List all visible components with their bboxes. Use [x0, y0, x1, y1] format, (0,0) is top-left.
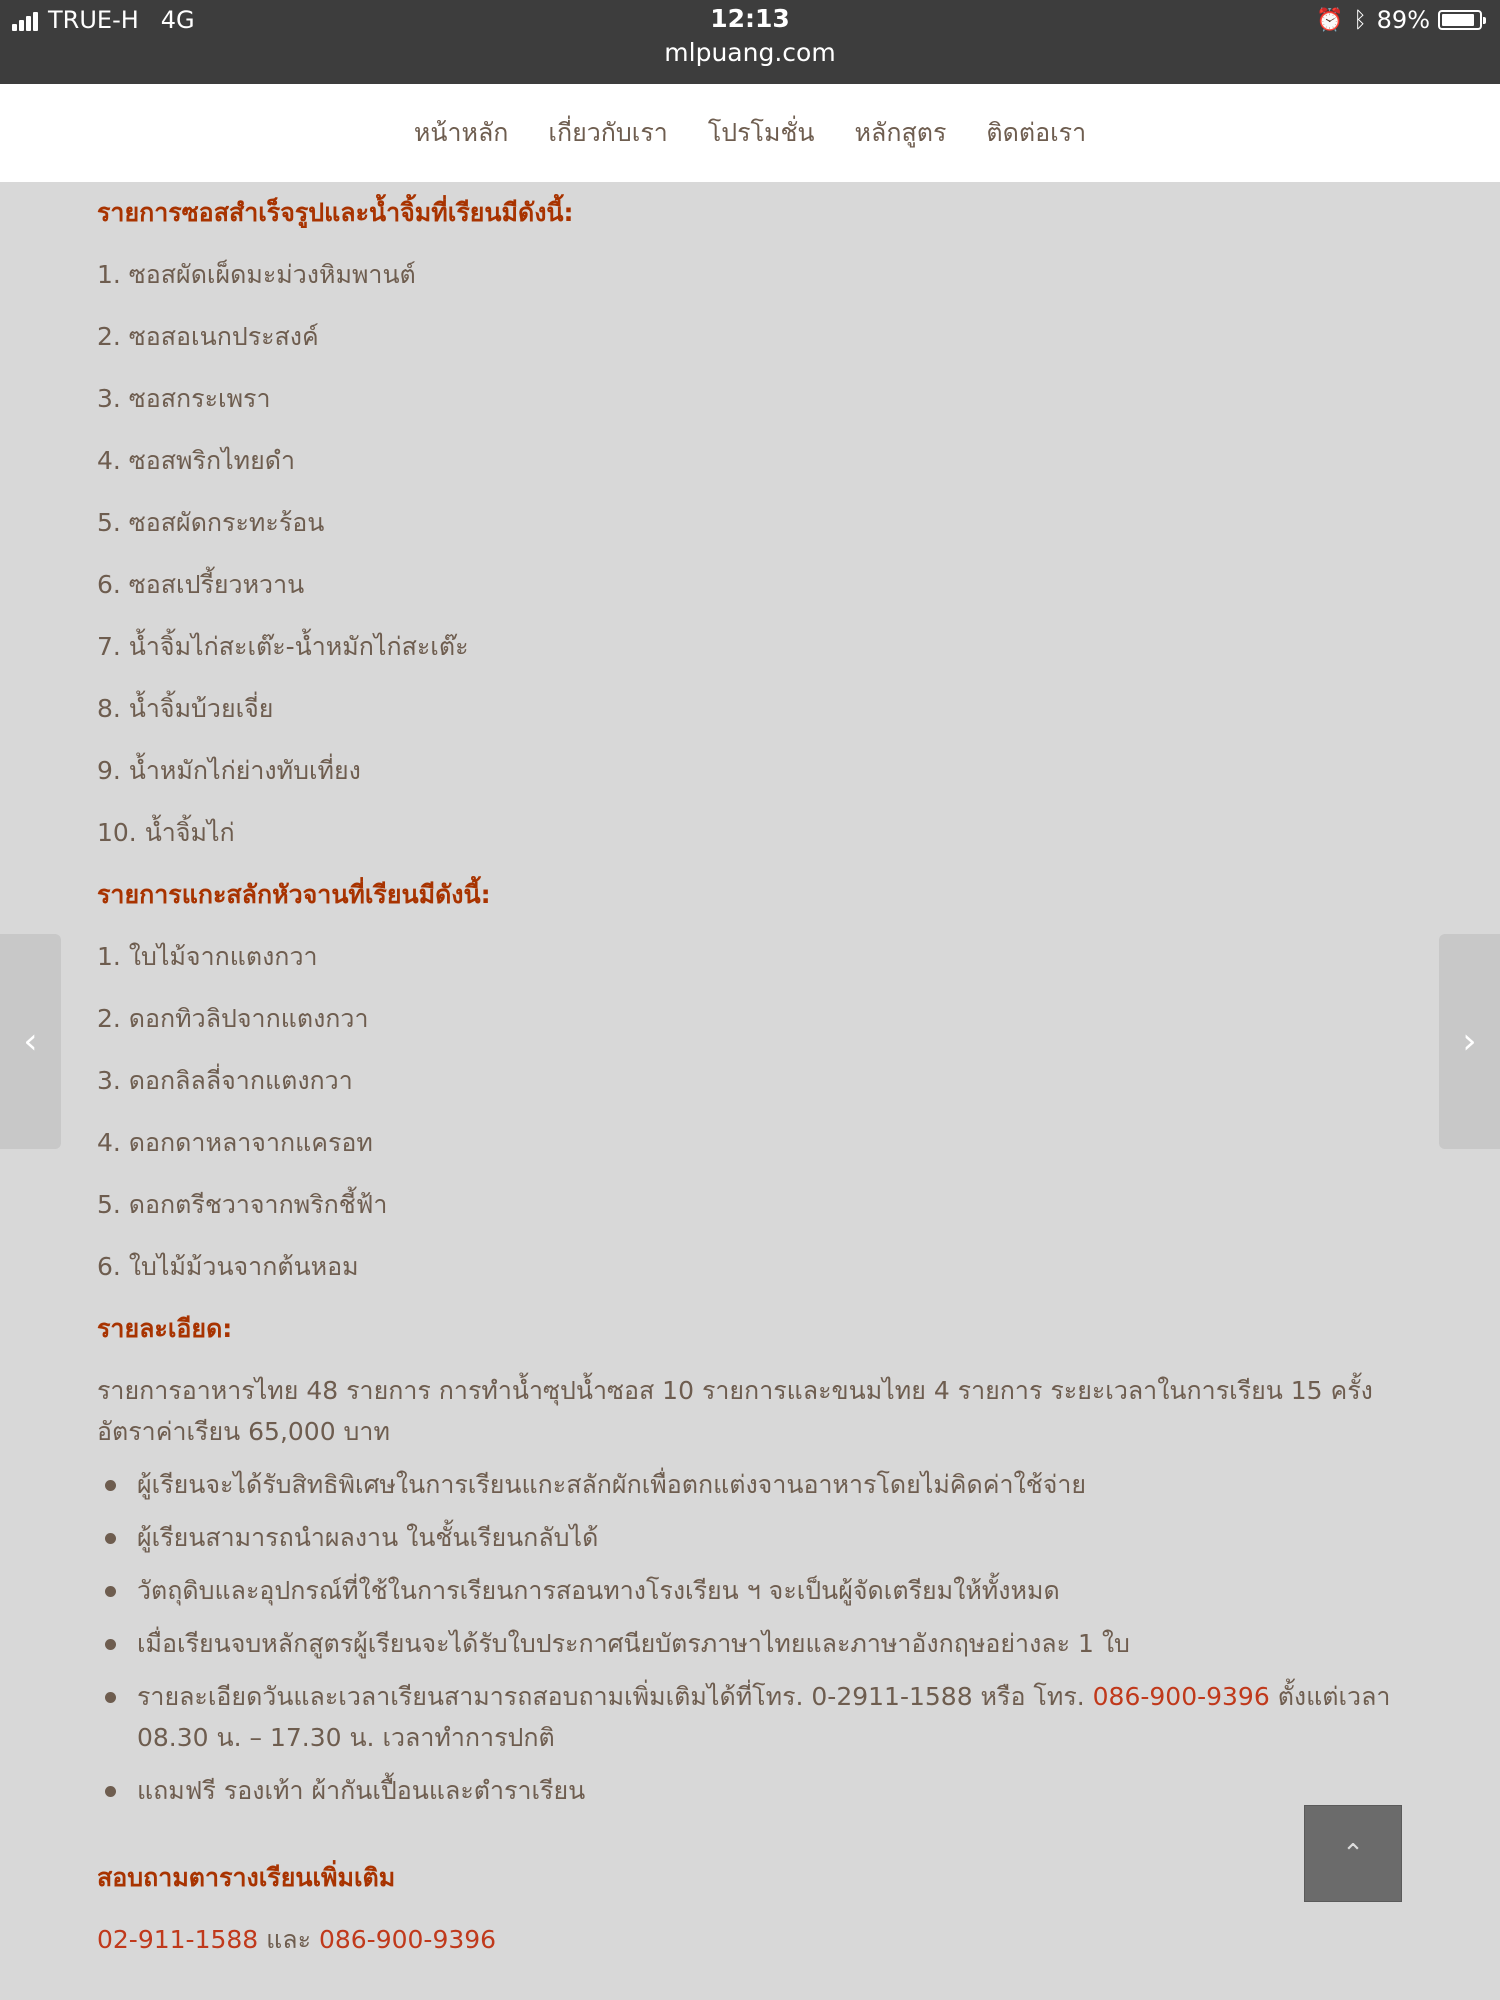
nav-item-about[interactable]: เกี่ยวกับเรา	[548, 118, 668, 147]
address-bar-url[interactable]: mlpuang.com	[664, 38, 836, 67]
network-label: 4G	[160, 6, 195, 34]
list-item: 2. ดอกทิวลิปจากแตงกวา	[97, 1004, 369, 1033]
list-item: 3. ดอกลิลลี่จากแตงกวา	[97, 1066, 353, 1095]
phone-link[interactable]: 086-900-9396	[318, 1925, 497, 1954]
list-item: 3. ซอสกระเพรา	[97, 384, 271, 413]
bullet-text: เมื่อเรียนจบหลักสูตรผู้เรียนจะได้รับใบประกาศนียบัตรภาษาไทยและภาษาอังกฤษอย่างละ 1 ใบ	[137, 1629, 1130, 1658]
sauces-heading: รายการซอสสำเร็จรูปและน้ำจิ้มที่เรียนมีดังนี้:	[97, 198, 574, 227]
chevron-right-icon: ›	[1462, 1021, 1477, 1062]
bluetooth-icon: ᛒ	[1353, 7, 1367, 33]
nav-item-courses[interactable]: หลักสูตร	[854, 118, 947, 147]
main-nav	[0, 84, 1500, 182]
carrier-label: TRUE-H	[48, 6, 139, 34]
list-item: 5. ดอกตรีชวาจากพริกชี้ฟ้า	[97, 1190, 388, 1219]
battery-level	[1442, 14, 1474, 26]
list-item: 6. ใบไม้ม้วนจากต้นหอม	[97, 1252, 359, 1281]
status-time: 12:13	[710, 4, 790, 33]
list-item: 7. น้ำจิ้มไก่สะเต๊ะ-น้ำหมักไก่สะเต๊ะ	[97, 632, 469, 661]
bullet-item	[97, 1517, 1397, 1558]
list-item: 2. ซอสอเนกประสงค์	[97, 322, 319, 351]
contact-heading: สอบถามตารางเรียนเพิ่มเติม	[97, 1863, 396, 1892]
carving-list	[97, 926, 1397, 1298]
bullet-text: แถมฟรี รองเท้า ผ้ากันเปื้อนและตำราเรียน	[137, 1776, 586, 1805]
list-item: 1. ซอสผัดเผ็ดมะม่วงหิมพานต์	[97, 260, 416, 289]
details-paragraph: รายการอาหารไทย 48 รายการ การทำน้ำซุปน้ำซอส 10 รายการและขนมไทย 4 รายการ ระยะเวลาในการเรียน 15 ครั้ง อัตราค่าเรียน 65,000 บาท	[97, 1376, 1373, 1446]
chevron-left-icon: ‹	[23, 1021, 38, 1062]
bullet-dot-icon	[105, 1639, 116, 1650]
chevron-up-icon: ⌃	[1342, 1838, 1364, 1869]
scroll-to-top-button[interactable]	[1304, 1805, 1402, 1902]
bullet-item	[97, 1623, 1397, 1664]
bullet-text: ผู้เรียนจะได้รับสิทธิพิเศษในการเรียนแกะสลักผักเพื่อตกแต่งจานอาหารโดยไม่คิดค่าใช้จ่าย	[137, 1470, 1087, 1499]
list-item: 5. ซอสผัดกระทะร้อน	[97, 508, 325, 537]
list-item: 10. น้ำจิ้มไก่	[97, 818, 235, 847]
phone-link[interactable]: 086-900-9396	[1092, 1682, 1270, 1711]
status-bar	[0, 0, 1500, 84]
list-item: 4. ดอกดาหลาจากแครอท	[97, 1128, 373, 1157]
bullet-dot-icon	[105, 1786, 116, 1797]
bullet-dot-icon	[105, 1533, 116, 1544]
alarm-icon: ⏰	[1316, 7, 1344, 33]
details-heading: รายละเอียด:	[97, 1314, 233, 1343]
battery-tip	[1483, 17, 1486, 24]
prev-page-button[interactable]	[0, 934, 61, 1149]
status-right	[1316, 6, 1482, 34]
list-item: 6. ซอสเปรี้ยวหวาน	[97, 570, 305, 599]
sauces-list	[97, 244, 1397, 864]
article-content	[97, 182, 1397, 1971]
list-item: 1. ใบไม้จากแตงกวา	[97, 942, 318, 971]
bullet-text: วัตถุดิบและอุปกรณ์ที่ใช้ในการเรียนการสอนทางโรงเรียน ฯ จะเป็นผู้จัดเตรียมให้ทั้งหมด	[137, 1576, 1060, 1605]
nav-item-promotion[interactable]: โปรโมชั่น	[707, 118, 815, 147]
battery-icon	[1438, 10, 1482, 30]
contact-phones	[97, 1909, 1397, 1971]
bullet-text: ผู้เรียนสามารถนำผลงาน ในชั้นเรียนกลับได้	[137, 1523, 599, 1552]
bullet-item	[97, 1676, 1397, 1758]
bullet-item	[97, 1770, 1397, 1811]
bullet-text: ตั้งแต่เวลา 08.30 น. – 17.30 น. เวลาทำการปกติ	[137, 1682, 1391, 1752]
bullet-dot-icon	[105, 1692, 116, 1703]
contact-joiner: และ	[258, 1925, 319, 1954]
nav-item-contact[interactable]: ติดต่อเรา	[986, 118, 1087, 147]
bullet-item	[97, 1570, 1397, 1611]
details-bullets	[97, 1464, 1397, 1811]
list-item: 9. น้ำหมักไก่ย่างทับเที่ยง	[97, 756, 361, 785]
bullet-text: รายละเอียดวันและเวลาเรียนสามารถสอบถามเพิ่มเติมได้ที่โทร. 0-2911-1588 หรือ โทร.	[137, 1682, 1093, 1711]
bullet-dot-icon	[105, 1586, 116, 1597]
bullet-dot-icon	[105, 1480, 116, 1491]
list-item: 8. น้ำจิ้มบ้วยเจี่ย	[97, 694, 274, 723]
nav-item-home[interactable]: หน้าหลัก	[413, 118, 509, 147]
phone-link[interactable]: 02-911-1588	[97, 1925, 259, 1954]
list-item: 4. ซอสพริกไทยดำ	[97, 446, 296, 475]
battery-percent: 89%	[1376, 6, 1430, 34]
carving-heading: รายการแกะสลักหัวจานที่เรียนมีดังนี้:	[97, 880, 491, 909]
bullet-item	[97, 1464, 1397, 1505]
next-page-button[interactable]	[1439, 934, 1500, 1149]
